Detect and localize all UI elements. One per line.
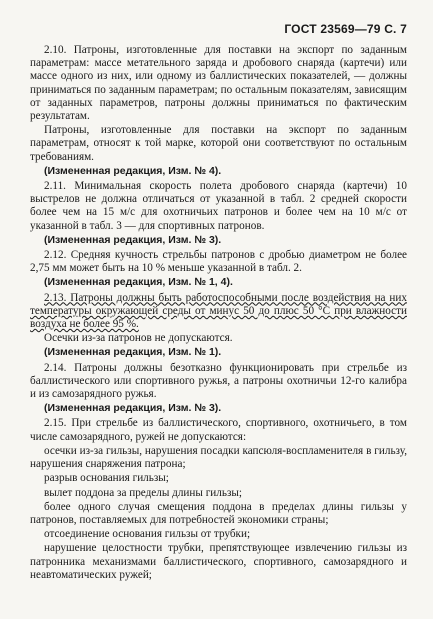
list-item: отсоединение основания гильзы от трубки; <box>44 528 251 541</box>
paragraph-2-10: 2.10. Патроны, изготовленные для поставки на экспорт по заданным параметрам: массе метательного заряда и дробового снаряда (картечи) или массе одного из них, или одному из баллистических показателей, — должны приниматься по заданным параметрам; по остальным показателям, зависящим от заданных параметров, патроны должны приниматься по фактическим результатам. <box>30 44 407 123</box>
paragraph-2-15: 2.15. При стрельбе из баллистического, спортивного, охотничьего, в том числе самозарядного, ружей не допускаются: <box>30 417 407 443</box>
paragraph-2-14: 2.14. Патроны должны безотказно функционировать при стрельбе из баллистического или спортивного ружья, а патроны охотничьи 12-го калибра и из самозарядного ружья. <box>30 361 407 401</box>
paragraph-misfire: Осечки из-за патронов не допускаются. <box>44 332 233 345</box>
list-item: нарушение целостности трубки, препятствующее извлечению гильзы из патронника механизмами баллистического, спортивного, самозарядного и неавтоматических ружей; <box>30 542 407 581</box>
edition-note: (Измененная редакция, Изм. № 4). <box>44 164 222 177</box>
edition-note: (Измененная редакция, Изм. № 1). <box>44 346 222 359</box>
list-item: более одного случая смещения поддона в пределах длины гильзы у патронов, поставляемых для потребностей экономики страны; <box>30 500 407 526</box>
paragraph-2-12: 2.12. Средняя кучность стрельбы патронов с дробью диаметром не более 2,75 мм может быть на 10 % меньше указанной в табл. 2. <box>30 249 407 275</box>
paragraph-2-11: 2.11. Минимальная скорость полета дробового снаряда (картечи) 10 выстрелов не должна отличаться от указанной в табл. 2 средней скорости более чем на 15 м/с для охотничьих патронов и более чем на 10 м/с от указанной в табл. 3 — для спортивных патронов. <box>30 180 407 232</box>
paragraph-export-brand: Патроны, изготовленные для поставки на экспорт по заданным параметрам, относят к той марке, которой они соответствуют по остальным требованиям. <box>30 124 407 163</box>
edition-note: (Измененная редакция, Изм. № 3). <box>44 233 222 246</box>
list-item: вылет поддона за пределы длины гильзы; <box>44 486 243 499</box>
paragraph-2-13: 2.13. Патроны должны быть работоспособными после воздействия на них температуры окружающей среды от минус 50 до плюс 50 °С при влажности воздуха не более 95 %. <box>30 291 407 331</box>
list-item: осечки из-за гильзы, нарушения посадки капсюля-воспламенителя в гильзу, нарушения снаряжения патрона; <box>30 444 407 471</box>
page-header: ГОСТ 23569—79 С. 7 <box>284 22 407 36</box>
edition-note: (Измененная редакция, Изм. № 3). <box>44 402 222 415</box>
list-item: разрыв основания гильзы; <box>44 472 169 485</box>
edition-note: (Измененная редакция, Изм. № 1, 4). <box>44 276 233 289</box>
